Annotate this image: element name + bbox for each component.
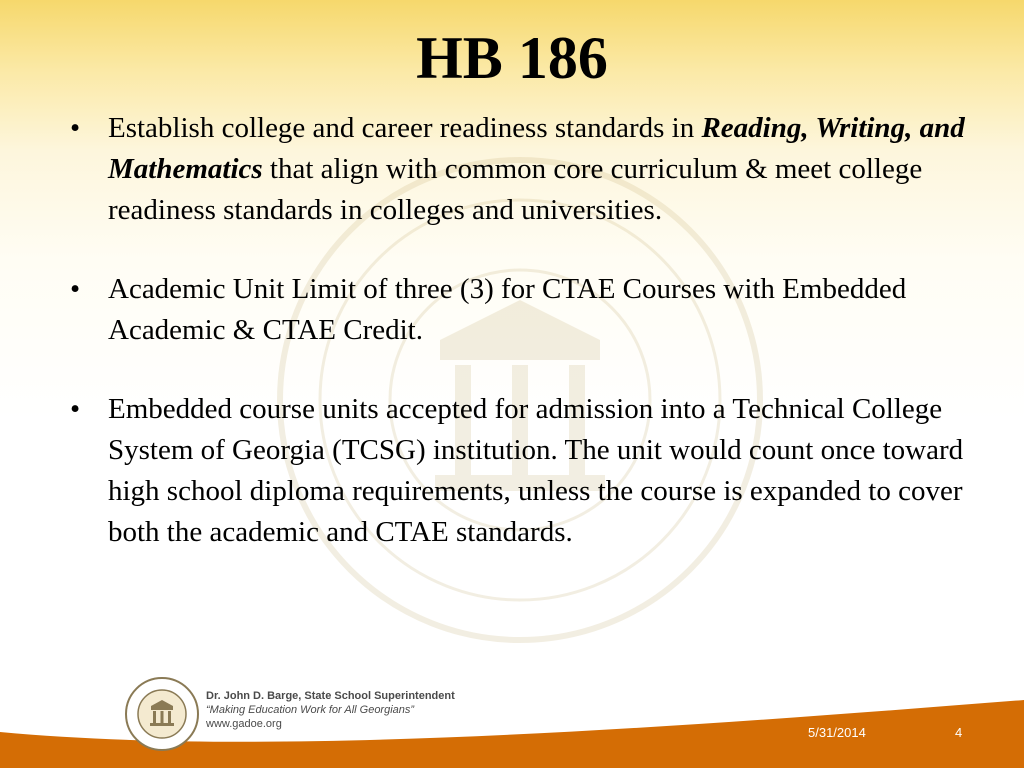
superintendent-name: Dr. John D. Barge, State School Superintendent [206,690,455,702]
bullet-marker: • [70,273,81,305]
bullet-marker: • [70,393,81,425]
bullet-item [60,269,980,351]
footer-credits [206,689,455,731]
bullet-text: Establish college and career readiness standards in [108,112,702,144]
website-link[interactable]: www.gadoe.org [206,718,282,730]
bullet-item [60,108,980,231]
bullet-text: Embedded course units accepted for admission into a Technical College System of Georgia (TCSG) institution. The unit would count once toward high school diploma requirements, unless the course is expanded to cover both the academic and CTAE standards. [108,393,964,548]
bullet-item [60,389,980,553]
bullet-text-continued: that align with common core curriculum & meet college readiness standards in colleges and universities. [108,153,923,226]
bullet-list [60,108,980,591]
bullet-marker: • [70,112,81,144]
department-of-education-seal-icon [124,676,200,752]
bullet-emphasis: Reading, Writing, and Mathematics [108,112,965,185]
slide-title: HB 186 [416,25,608,91]
slide-number: 4 [955,725,963,740]
slide-date: 5/31/2014 [808,725,866,740]
bullet-text: Academic Unit Limit of three (3) for CTAE Courses with Embedded Academic & CTAE Credit. [108,273,907,346]
motto: “Making Education Work for All Georgians” [206,704,415,716]
